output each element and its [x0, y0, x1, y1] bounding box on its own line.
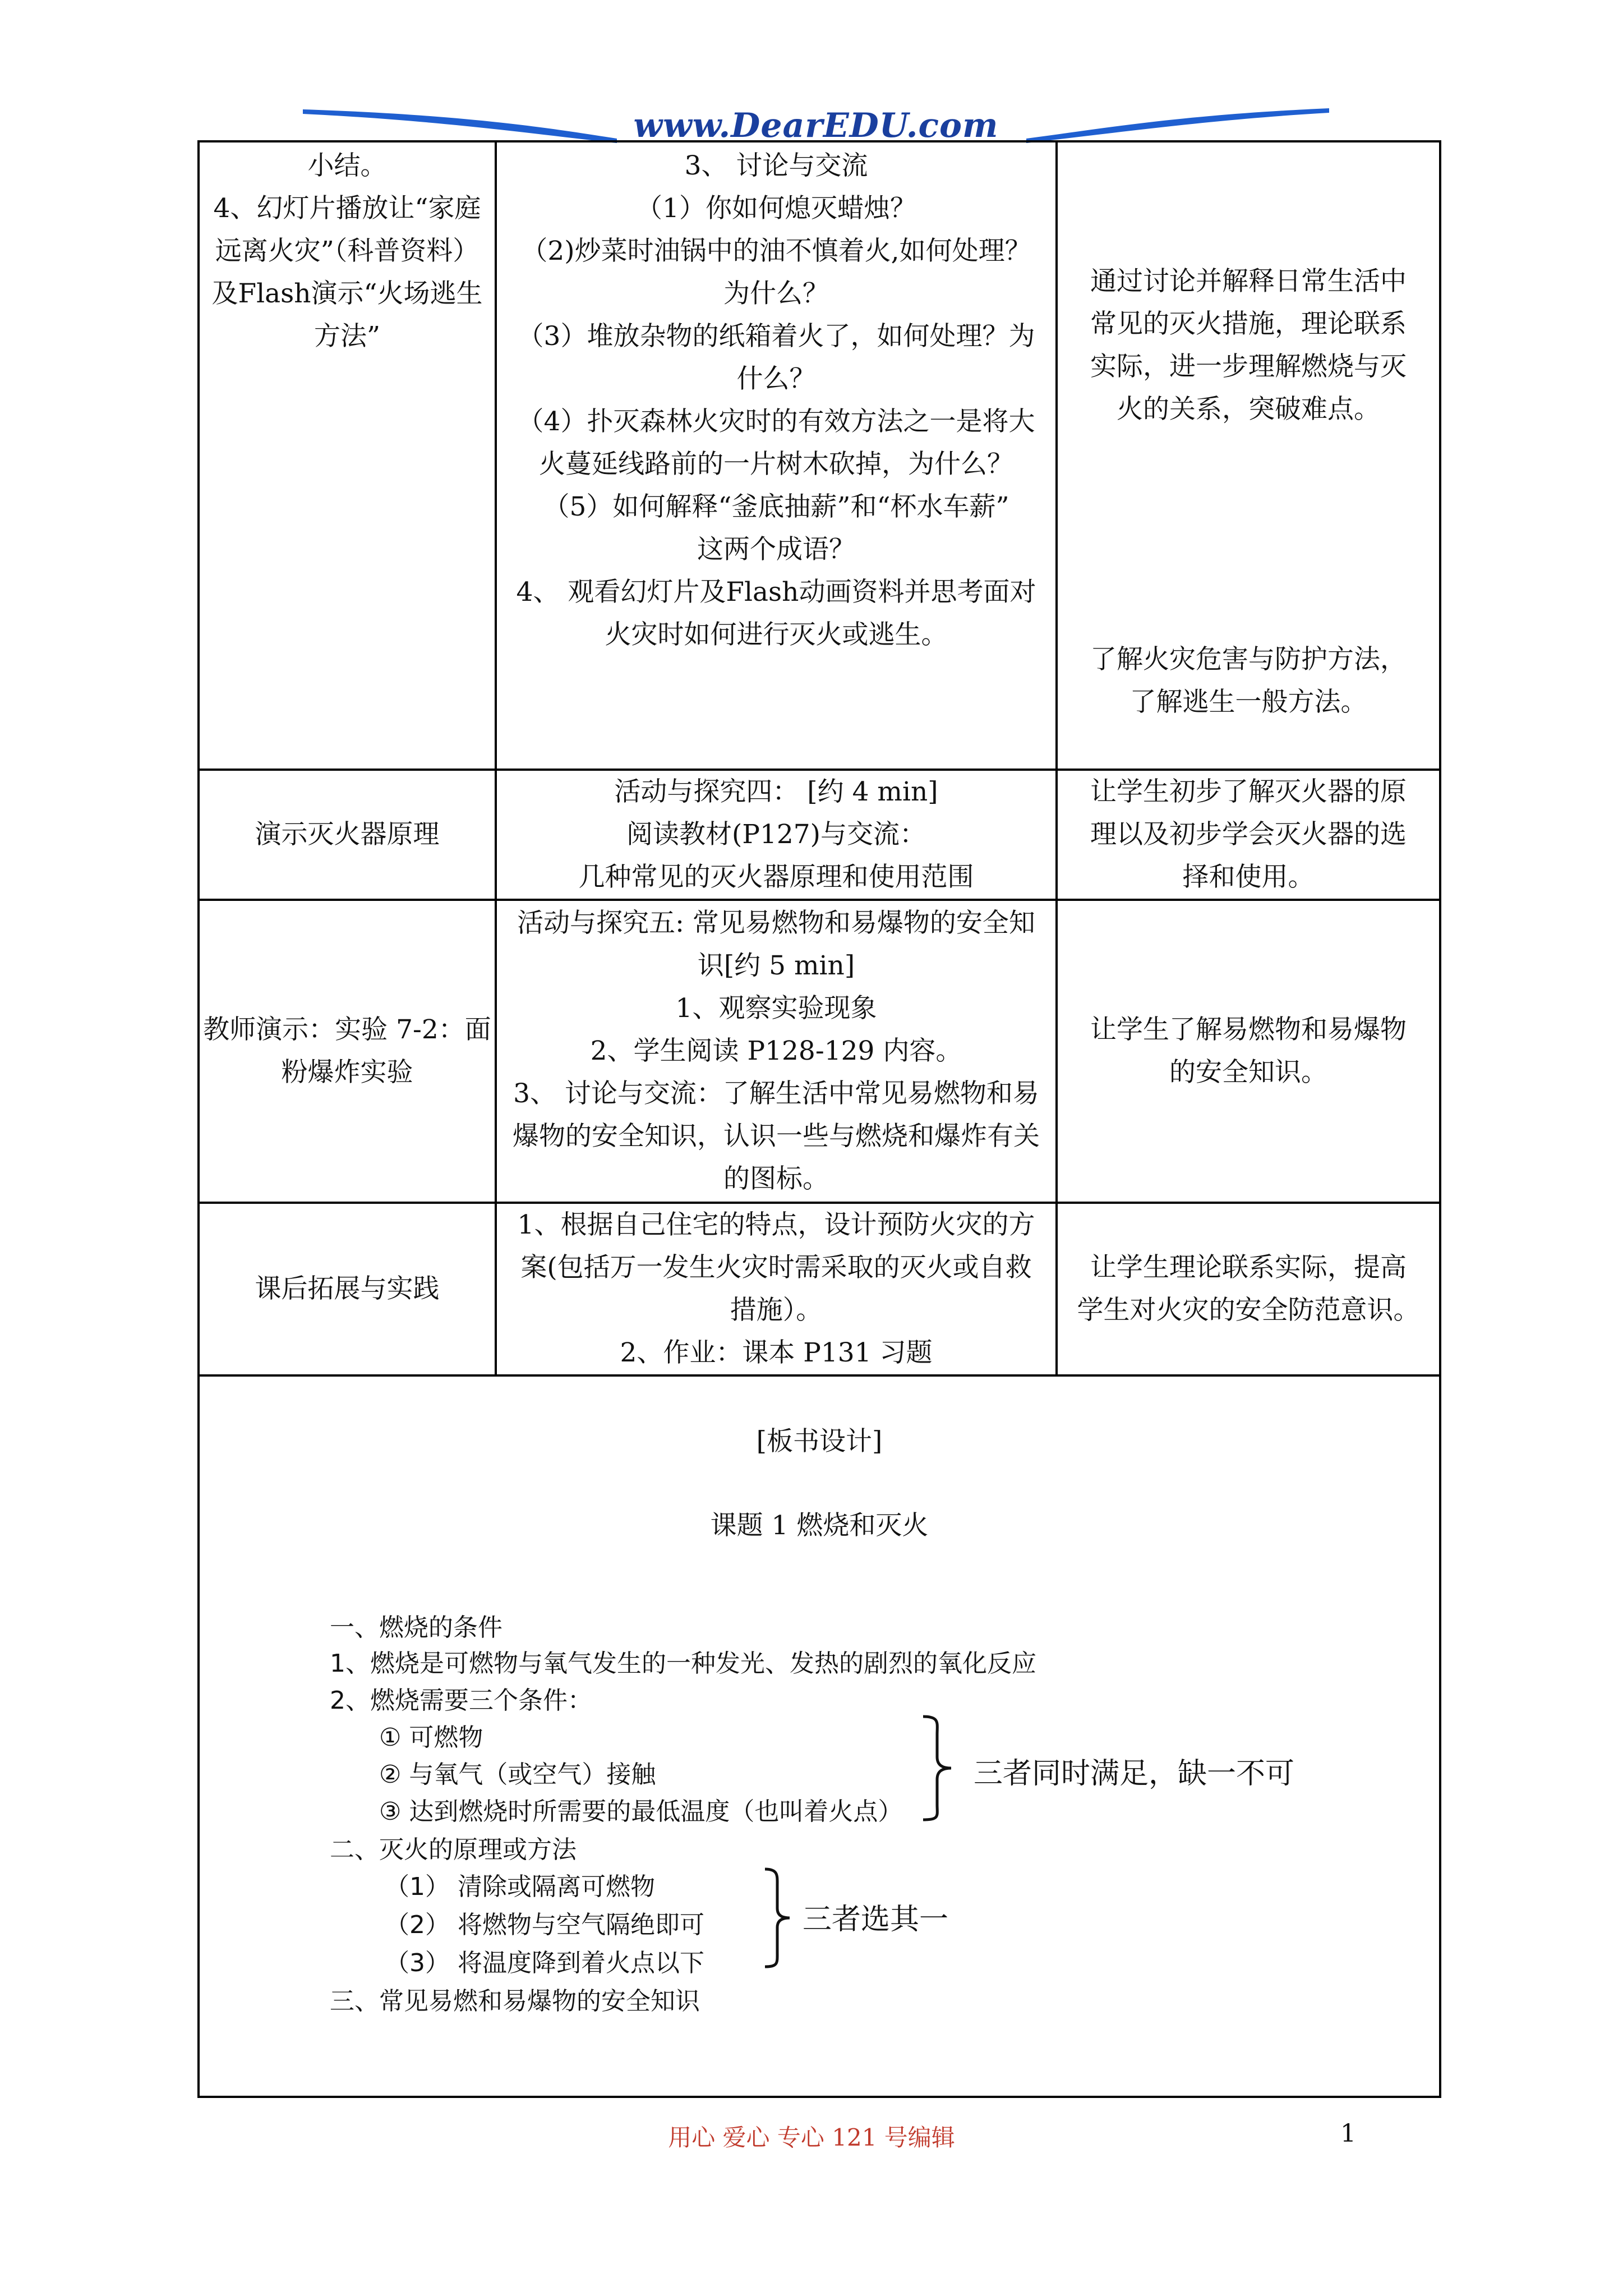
cell-line: （5）如何解释“釜底抽薪”和“杯水车薪”	[543, 491, 1009, 522]
board-line: （1） 清除或隔离可燃物	[385, 1872, 655, 1901]
cell-line: 让学生理论联系实际，提高	[1090, 1252, 1407, 1283]
cell-line: 活动与探究五: 常见易燃物和易爆物的安全知	[517, 908, 1035, 938]
brace-icon	[760, 1865, 794, 1971]
cell-line: 阅读教材(P127)与交流：	[626, 819, 926, 850]
cell-line: 2、学生阅读 P128-129 内容。	[590, 1036, 962, 1066]
cell-line: （2)炒菜时油锅中的油不慎着火,如何处理？	[521, 236, 1031, 266]
cell-line: （1）你如何熄灭蜡烛？	[636, 193, 916, 224]
cell-line: 常见的灭火措施，理论联系	[1090, 309, 1407, 339]
cell-line: 远离火灾”（科普资料）	[215, 236, 479, 266]
board-design-cell	[199, 1375, 1440, 2097]
cell-line: 2、作业：课本 P131 习题	[620, 1337, 933, 1368]
cell-line: 火灾时如何进行灭火或逃生。	[605, 619, 948, 650]
cell-line: （3）堆放杂物的纸箱着火了，如何处理？为	[517, 321, 1035, 352]
cell-line: 小结。	[307, 150, 387, 181]
cell-line: 实际，进一步理解燃烧与灭	[1090, 351, 1407, 382]
cell-line: 火蔓延线路前的一片树木砍掉，为什么？	[539, 449, 1013, 480]
footer-text: 用心 爱心 专心 121 号编辑	[668, 2124, 955, 2151]
student-activity-cell	[496, 1203, 1057, 1375]
cell-line: 课后拓展与实践	[255, 1273, 440, 1304]
cell-line: 及Flash演示“火场逃生	[211, 278, 483, 309]
cell-line: 方法”	[313, 321, 381, 352]
cell-line: 爆物的安全知识，认识一些与燃烧和爆炸有关	[513, 1121, 1040, 1152]
cell-line: 的图标。	[723, 1163, 829, 1194]
cell-line: 这两个成语？	[697, 534, 855, 565]
cell-line: 1、观察实验现象	[675, 993, 877, 1024]
cell-line: 措施）。	[730, 1295, 823, 1326]
cell-line: 了解火灾危害与防护方法，	[1090, 644, 1407, 675]
student-activity-cell	[496, 141, 1057, 770]
teacher-activity-cell	[199, 770, 496, 900]
table-row	[199, 900, 1440, 1203]
site-name: www.DearEDU.com	[633, 106, 999, 145]
design-intent-cell	[1057, 770, 1440, 900]
brace-note: 三者同时满足，缺一不可	[974, 1757, 1295, 1791]
cell-line: （4）扑灭森林火灾时的有效方法之一是将大	[517, 406, 1035, 437]
board-subtitle: 课题 1 燃烧和灭火	[710, 1510, 929, 1541]
cell-line: 让学生初步了解灭火器的原	[1090, 776, 1407, 807]
board-line: （3） 将温度降到着火点以下	[385, 1949, 704, 1977]
board-line: 1、燃烧是可燃物与氧气发生的一种发光、发热的剧烈的氧化反应	[330, 1649, 1036, 1678]
cell-line: 1、根据自己住宅的特点，设计预防火灾的方	[517, 1209, 1035, 1240]
cell-line: 教师演示：实验 7-2：面	[203, 1014, 491, 1045]
cell-line: 通过讨论并解释日常生活中	[1090, 266, 1407, 297]
cell-line: 火的关系，突破难点。	[1117, 394, 1380, 425]
teacher-activity-cell	[199, 141, 496, 770]
board-line: ③ 达到燃烧时所需要的最低温度（也叫着火点）	[379, 1797, 903, 1826]
cell-line: 4、幻灯片播放让“家庭	[213, 193, 481, 224]
design-intent-cell	[1057, 900, 1440, 1203]
table-row	[199, 770, 1440, 900]
cell-line: 择和使用。	[1182, 862, 1315, 892]
student-activity-cell	[496, 770, 1057, 900]
board-line: （2） 将燃物与空气隔绝即可	[385, 1911, 704, 1939]
cell-line: 学生对火灾的安全防范意识。	[1077, 1295, 1420, 1326]
cell-line: 了解逃生一般方法。	[1129, 687, 1367, 717]
page-number: 1	[1340, 2119, 1356, 2148]
cell-line: 案(包括万一发生火灾时需采取的灭火或自救	[520, 1252, 1032, 1283]
cell-line: 4、 观看幻灯片及Flash动画资料并思考面对	[516, 577, 1036, 608]
lesson-plan-table	[197, 140, 1441, 2098]
brace-note: 三者选其一	[803, 1903, 949, 1936]
cell-line: 3、 讨论与交流	[684, 150, 868, 181]
design-intent-cell	[1057, 1203, 1440, 1375]
cell-line: 识[约 5 min]	[697, 950, 855, 981]
cell-line: 理以及初步学会灭火器的选	[1090, 819, 1407, 850]
cell-line: 演示灭火器原理	[255, 819, 440, 850]
cell-line: 什么？	[736, 364, 816, 394]
table-row	[199, 1203, 1440, 1375]
design-intent-cell	[1057, 141, 1440, 770]
board-line: 一、燃烧的条件	[330, 1613, 502, 1642]
cell-line: 活动与探究四： [约 4 min]	[614, 776, 938, 807]
student-activity-cell	[496, 900, 1057, 1203]
teacher-activity-cell	[199, 1203, 496, 1375]
brace-icon	[917, 1712, 957, 1824]
cell-line: 让学生了解易燃物和易爆物	[1090, 1014, 1407, 1045]
board-title: [板书设计]	[756, 1426, 883, 1457]
table-row	[199, 1375, 1440, 2097]
board-line: ② 与氧气（或空气）接触	[379, 1760, 656, 1789]
board-line: ① 可燃物	[379, 1723, 483, 1752]
teacher-activity-cell	[199, 900, 496, 1203]
cell-line: 几种常见的灭火器原理和使用范围	[578, 862, 974, 892]
cell-line: 粉爆炸实验	[281, 1057, 413, 1088]
board-line: 三、常见易燃和易爆物的安全知识	[330, 1987, 700, 2016]
cell-line: 的安全知识。	[1169, 1057, 1327, 1088]
cell-line: 3、 讨论与交流：了解生活中常见易燃物和易	[513, 1078, 1039, 1109]
cell-line: 为什么？	[723, 278, 829, 309]
board-line: 2、燃烧需要三个条件：	[330, 1686, 592, 1715]
table-row	[199, 141, 1440, 770]
board-line: 二、灭火的原理或方法	[330, 1835, 577, 1864]
